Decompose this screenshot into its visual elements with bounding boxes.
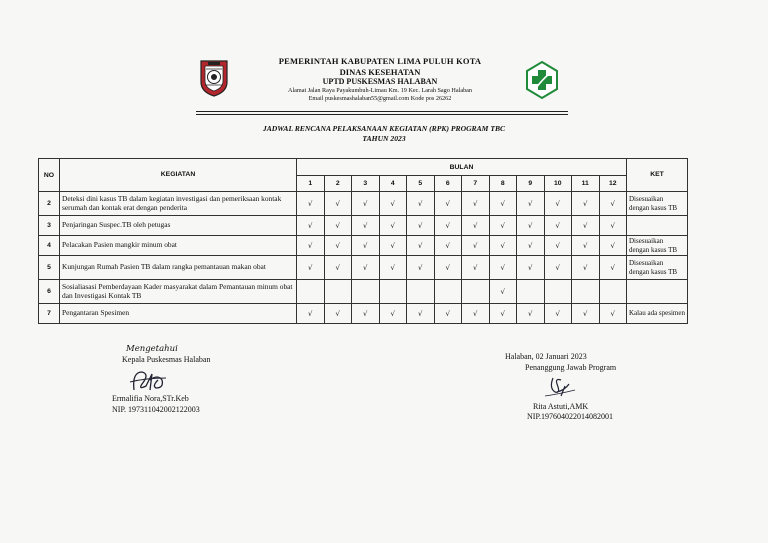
check-mark: √	[335, 264, 340, 272]
check-mark: √	[473, 200, 478, 208]
month-cell-1	[297, 256, 325, 280]
row-number: 7	[39, 304, 60, 324]
month-cell-1	[297, 192, 325, 216]
activity-description: Pelacakan Pasien mangkir minum obat	[60, 236, 297, 256]
check-mark: √	[308, 264, 313, 272]
place-and-date: Halaban, 02 Januari 2023	[505, 352, 587, 361]
check-mark: √	[390, 200, 395, 208]
month-header-12: 12	[599, 176, 627, 192]
table-row	[39, 192, 688, 216]
remarks-cell	[627, 280, 688, 304]
month-cell-8	[489, 256, 517, 280]
month-cell-5	[407, 304, 435, 324]
month-header-10: 10	[544, 176, 572, 192]
month-cell-5	[407, 236, 435, 256]
check-mark: √	[528, 200, 533, 208]
check-mark: √	[418, 310, 423, 318]
check-mark: √	[363, 242, 368, 250]
check-mark: √	[390, 222, 395, 230]
signature-block-left	[112, 344, 272, 416]
check-mark: √	[500, 242, 505, 250]
month-cell-10	[544, 192, 572, 216]
remarks-cell: Kalau ada spesimen	[627, 304, 688, 324]
table-row	[39, 236, 688, 256]
month-cell-10	[544, 256, 572, 280]
letterhead	[230, 56, 530, 103]
month-cell-11	[572, 236, 600, 256]
check-mark: √	[308, 200, 313, 208]
remarks-cell	[627, 216, 688, 236]
check-mark: √	[610, 310, 615, 318]
month-cell-4	[379, 192, 407, 216]
check-mark: √	[308, 222, 313, 230]
month-cell-6	[434, 256, 462, 280]
month-header-7: 7	[462, 176, 490, 192]
month-cell-12	[599, 256, 627, 280]
month-cell-12	[599, 192, 627, 216]
month-cell-3	[352, 192, 380, 216]
month-cell-4	[379, 256, 407, 280]
remarks-cell: Disesuaikan dengan kasus TB	[627, 236, 688, 256]
document-title-year: TAHUN 2023	[362, 134, 406, 144]
remarks-cell: Disesuaikan dengan kasus TB	[627, 256, 688, 280]
letterhead-department: DINAS KESEHATAN	[339, 66, 421, 77]
check-mark: √	[445, 222, 450, 230]
month-cell-6	[434, 280, 462, 304]
month-cell-11	[572, 304, 600, 324]
month-cell-5	[407, 216, 435, 236]
check-mark: √	[445, 200, 450, 208]
check-mark: √	[418, 222, 423, 230]
month-cell-9	[517, 256, 545, 280]
month-cell-12	[599, 280, 627, 304]
signature-block-right	[505, 352, 665, 423]
month-cell-4	[379, 304, 407, 324]
check-mark: √	[418, 242, 423, 250]
table-row	[39, 216, 688, 236]
month-cell-8	[489, 236, 517, 256]
schedule-table	[38, 158, 688, 324]
check-mark: √	[390, 310, 395, 318]
month-cell-12	[599, 304, 627, 324]
month-cell-10	[544, 304, 572, 324]
check-mark: √	[555, 242, 560, 250]
month-cell-8	[489, 304, 517, 324]
month-cell-7	[462, 304, 490, 324]
document-title	[0, 124, 768, 145]
month-cell-6	[434, 216, 462, 236]
month-header-4: 4	[379, 176, 407, 192]
month-cell-11	[572, 192, 600, 216]
check-mark: √	[363, 310, 368, 318]
activity-description: Pengantaran Spesimen	[60, 304, 297, 324]
month-cell-9	[517, 236, 545, 256]
month-cell-7	[462, 236, 490, 256]
left-handwritten-signature	[112, 366, 272, 394]
remarks-cell: Disesuaikan dengan kasus TB	[627, 192, 688, 216]
schedule-table-body	[39, 192, 688, 324]
letterhead-divider-thick	[196, 111, 568, 112]
month-cell-11	[572, 216, 600, 236]
check-mark: √	[390, 264, 395, 272]
month-cell-9	[517, 192, 545, 216]
month-cell-1	[297, 216, 325, 236]
header-ket: KET	[627, 159, 688, 192]
check-mark: √	[500, 264, 505, 272]
month-cell-3	[352, 280, 380, 304]
check-mark: √	[610, 200, 615, 208]
month-cell-4	[379, 216, 407, 236]
check-mark: √	[363, 264, 368, 272]
month-cell-9	[517, 216, 545, 236]
row-number: 4	[39, 236, 60, 256]
month-header-9: 9	[517, 176, 545, 192]
check-mark: √	[335, 200, 340, 208]
month-cell-4	[379, 280, 407, 304]
month-cell-9	[517, 304, 545, 324]
check-mark: √	[583, 264, 588, 272]
right-signer-name: Rita Astuti,AMK	[533, 401, 589, 411]
letterhead-unit: UPTD PUSKESMAS HALABAN	[322, 77, 438, 87]
check-mark: √	[500, 200, 505, 208]
row-number: 6	[39, 280, 60, 304]
month-cell-11	[572, 280, 600, 304]
month-cell-7	[462, 280, 490, 304]
header-bulan: BULAN	[297, 159, 627, 176]
month-cell-2	[324, 304, 352, 324]
document-title-main: JADWAL RENCANA PELAKSANAAN KEGIATAN (RPK) PROGRAM TBC	[262, 124, 506, 133]
month-header-5: 5	[407, 176, 435, 192]
check-mark: √	[445, 264, 450, 272]
month-header-11: 11	[572, 176, 600, 192]
check-mark: √	[583, 222, 588, 230]
check-mark: √	[418, 200, 423, 208]
check-mark: √	[528, 310, 533, 318]
check-mark: √	[610, 222, 615, 230]
check-mark: √	[308, 242, 313, 250]
month-cell-9	[517, 280, 545, 304]
month-cell-10	[544, 236, 572, 256]
month-cell-2	[324, 280, 352, 304]
table-row	[39, 280, 688, 304]
letterhead-divider-thin	[196, 114, 568, 115]
header-kegiatan: KEGIATAN	[60, 159, 297, 192]
check-mark: √	[308, 310, 313, 318]
left-signer-name: Ermalifia Nora,STr.Keb	[112, 394, 189, 404]
check-mark: √	[445, 310, 450, 318]
month-cell-8	[489, 192, 517, 216]
table-row	[39, 256, 688, 280]
month-cell-6	[434, 304, 462, 324]
mengetahui-label: Mengetahui	[126, 344, 178, 354]
check-mark: √	[583, 242, 588, 250]
check-mark: √	[335, 222, 340, 230]
check-mark: √	[555, 200, 560, 208]
month-cell-7	[462, 192, 490, 216]
check-mark: √	[500, 288, 505, 296]
check-mark: √	[390, 242, 395, 250]
month-header-3: 3	[352, 176, 380, 192]
month-cell-11	[572, 256, 600, 280]
check-mark: √	[610, 242, 615, 250]
check-mark: √	[528, 264, 533, 272]
check-mark: √	[473, 264, 478, 272]
check-mark: √	[445, 242, 450, 250]
check-mark: √	[610, 264, 615, 272]
month-header-8: 8	[489, 176, 517, 192]
month-cell-7	[462, 216, 490, 236]
check-mark: √	[555, 222, 560, 230]
month-cell-3	[352, 256, 380, 280]
check-mark: √	[363, 200, 368, 208]
month-cell-1	[297, 280, 325, 304]
month-cell-10	[544, 216, 572, 236]
check-mark: √	[473, 222, 478, 230]
check-mark: √	[335, 242, 340, 250]
month-cell-1	[297, 304, 325, 324]
kabupaten-emblem-logo	[198, 58, 230, 98]
activity-description: Kunjungan Rumah Pasien TB dalam rangka pemantauan makan obat	[60, 256, 297, 280]
month-cell-2	[324, 216, 352, 236]
month-cell-7	[462, 256, 490, 280]
check-mark: √	[335, 310, 340, 318]
month-cell-2	[324, 236, 352, 256]
right-signer-nip: NIP.197604022014082001	[527, 412, 614, 422]
month-cell-5	[407, 192, 435, 216]
left-signer-nip: NIP. 197311042002122003	[112, 405, 200, 415]
right-signer-position: Penanggung Jawab Program	[525, 362, 617, 372]
month-cell-2	[324, 192, 352, 216]
check-mark: √	[555, 310, 560, 318]
month-cell-3	[352, 216, 380, 236]
month-cell-5	[407, 280, 435, 304]
letterhead-email: Email puskesmashalaban55@gmail.com Kode pos 26262	[308, 95, 452, 102]
month-cell-10	[544, 280, 572, 304]
check-mark: √	[555, 264, 560, 272]
row-number: 5	[39, 256, 60, 280]
check-mark: √	[500, 310, 505, 318]
check-mark: √	[418, 264, 423, 272]
table-row	[39, 304, 688, 324]
month-cell-6	[434, 192, 462, 216]
month-header-6: 6	[434, 176, 462, 192]
activity-description: Sosialiasasi Pemberdayaan Kader masyarakat dalam Pemantauan minum obat dan Investigasi Kontak TB	[60, 280, 297, 304]
month-cell-8	[489, 216, 517, 236]
month-cell-8	[489, 280, 517, 304]
header-no: NO	[39, 159, 60, 192]
check-mark: √	[363, 222, 368, 230]
row-number: 2	[39, 192, 60, 216]
check-mark: √	[528, 222, 533, 230]
month-header-2: 2	[324, 176, 352, 192]
month-cell-2	[324, 256, 352, 280]
month-cell-12	[599, 236, 627, 256]
month-cell-3	[352, 236, 380, 256]
check-mark: √	[528, 242, 533, 250]
activity-description: Deteksi dini kasus TB dalam kegiatan investigasi dan pemeriksaan kontak serumah dan kontak erat dengan penderita	[60, 192, 297, 216]
check-mark: √	[473, 242, 478, 250]
month-cell-12	[599, 216, 627, 236]
row-number: 3	[39, 216, 60, 236]
month-cell-1	[297, 236, 325, 256]
check-mark: √	[583, 310, 588, 318]
month-cell-3	[352, 304, 380, 324]
month-cell-6	[434, 236, 462, 256]
letterhead-government: PEMERINTAH KABUPATEN LIMA PULUH KOTA	[278, 56, 482, 66]
check-mark: √	[473, 310, 478, 318]
month-cell-4	[379, 236, 407, 256]
letterhead-address: Alamat Jalan Raya Payakumbuh-Limau Km. 19 Kec. Larah Sago Halaban	[287, 87, 473, 95]
left-signer-position: Kepala Puskesmas Halaban	[122, 355, 211, 365]
right-handwritten-signature	[505, 374, 665, 402]
check-mark: √	[583, 200, 588, 208]
month-header-1: 1	[297, 176, 325, 192]
activity-description: Penjaringan Suspec.TB oleh petugas	[60, 216, 297, 236]
month-cell-5	[407, 256, 435, 280]
check-mark: √	[500, 222, 505, 230]
